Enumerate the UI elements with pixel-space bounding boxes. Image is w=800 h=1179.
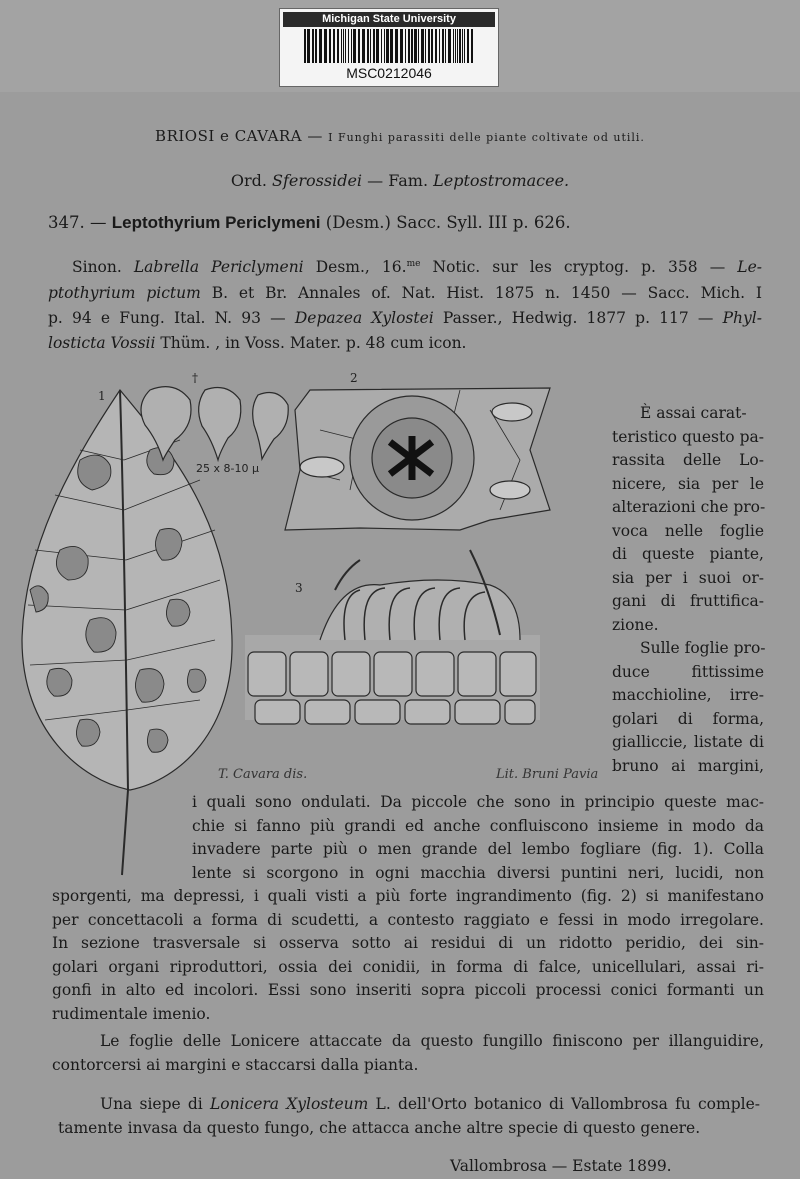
barcode-bar [329,29,331,63]
authors: BRIOSI e CAVARA [155,127,303,145]
barcode-bar [343,29,344,63]
right-column-line: duce fittissime [612,662,764,681]
barcode-bar [390,29,393,63]
barcode-bar [400,29,403,63]
taxonomic-order-line: Ord. Sferossidei — Fam. Leptostromacee. [230,171,570,190]
barcode-number: MSC0212046 [346,65,432,81]
barcode-bar [351,29,352,63]
barcode-bar [358,29,360,63]
barcode-bar [464,29,465,63]
right-column-line: gani di fruttifica- [612,592,764,610]
right-column-line: Sulle foglie pro- [640,639,766,657]
fig1-label: 1 [98,389,106,403]
body-line: Le foglie delle Lonicere attaccate da questo fungillo finiscono per illanguidire, [100,1032,764,1050]
barcode-bar [442,29,444,63]
body-line: gonfi in alto ed incolori. Essi sono inseriti sopra piccoli processi conici formanti un [52,981,764,999]
barcode-bar [471,29,473,63]
barcode-bar [405,29,406,63]
barcode-bar [362,29,365,63]
fig2-label: 2 [350,371,358,385]
body-line: i quali sono ondulati. Da piccole che sono in principio queste mac- [192,793,764,811]
barcode-graphic [304,29,474,63]
barcode-bar [333,29,335,63]
barcode-bar [367,29,369,63]
barcode-bar [428,29,430,63]
barcode-bar [341,29,342,63]
body-line: invadere parte più o men grande del lembo fogliare (fig. 1). Colla [192,840,764,858]
barcode-bar [462,29,463,63]
barcode-bar [315,29,317,63]
synonym-line-1: Sinon. Labrella Periclymeni Desm., 16.$^{me}$ Notic. sur les cryptog. p. 358 — Le- [72,258,762,276]
barcode-bar [337,29,339,63]
body-line: golari organi riproduttori, ossia dei conidii, in forma di falce, unicellulari, assai ri- [52,957,764,976]
barcode-bar [411,29,413,63]
body-line: contorcersi ai margini e staccarsi dalla pianta. [52,1055,419,1074]
barcode-bar [353,29,356,63]
right-column-line: bruno ai margini, [612,756,764,775]
synonym-line-4: losticta Vossii Thüm. , in Voss. Mater. p. 48 cum icon. [48,334,467,352]
barcode-bar [395,29,398,63]
body-line: chie si fanno più grandi ed anche confluiscono insieme in modo da [192,816,764,835]
barcode-bar [376,29,379,63]
fig3-cross-section [245,550,540,724]
barcode-bar [425,29,426,63]
barcode-bar [324,29,327,63]
barcode-bar [319,29,322,63]
right-column-line: alterazioni che pro- [612,498,766,516]
right-column-line: sia per i suoi or- [612,568,764,587]
barcode-bar [448,29,451,63]
species-entry-title [48,213,571,233]
entry-number: 347. — [48,213,107,232]
species-name: Leptothyrium Periclymeni [111,213,321,232]
barcode-bar [467,29,469,63]
right-column-line: nicere, sia per le [612,474,764,493]
body-line: sporgenti, ma depressi, i quali visti a più forte ingrandimento (fig. 2) si manifestano [52,887,764,905]
barcode-bar [312,29,314,63]
last-paragraph-line-1: Una siepe di Lonicera Xylosteum L. dell'Orto botanico di Vallombrosa fu comple- [100,1095,760,1113]
barcode-bar [459,29,461,63]
place-and-date: Vallombrosa — Estate 1899. [450,1157,672,1175]
barcode-bar [304,29,306,63]
right-column-line: di queste piante, [612,545,764,563]
barcode-bar [445,29,446,63]
barcode-bar [418,29,419,63]
conidia-measurement: 25 x 8-10 µ [196,462,259,475]
order-name: Sferossidei [272,171,363,190]
series-header: BRIOSI e CAVARA — I Funghi parassiti delle piante coltivate od utili. [155,127,645,145]
barcode-bar [307,29,310,63]
barcode-bar [421,29,424,63]
right-column-line: macchioline, irre- [612,686,764,704]
barcode-bar [439,29,440,63]
fig-dagger-label: † [192,371,198,385]
right-column-line: golari di forma, [612,709,764,728]
barcode-bar [348,29,349,63]
artist-credit: T. Cavara dis. [218,767,308,782]
lithographer-credit: Lit. Bruni Pavia [496,767,599,782]
barcode-bar [455,29,456,63]
right-column-line: rassita delle Lo- [612,451,764,469]
body-line: rudimentale imenio. [52,1004,211,1023]
barcode-bar [457,29,458,63]
right-column-line: teristico questo pa- [612,427,764,446]
right-column-line: È assai carat- [640,404,747,422]
barcode-bar [373,29,375,63]
barcode-bar [431,29,433,63]
barcode-bar [435,29,437,63]
body-line: lente si scorgono in ogni macchia diversi puntini neri, lucidi, non [192,863,764,882]
right-column-line: zione. [612,615,659,634]
barcode-bar [370,29,371,63]
barcode-bar [381,29,382,63]
body-line: In sezione trasversale si osserva sotto ai residui di un ridotto peridio, dei sin- [52,934,764,952]
barcode-bar [345,29,346,63]
barcode-bar [384,29,385,63]
barcode-bar [408,29,410,63]
series-title: I Funghi parassiti delle piante coltivate od utili. [328,131,645,144]
institution-name: Michigan State University [283,12,495,27]
right-column-line: voca nelle foglie [612,521,764,540]
body-line: per concettacoli a forma di scudetti, a contesto raggiato e fessi in modo irregolare. [52,910,764,929]
fig2-pycnidium-view [285,388,550,530]
synonym-line-2: ptothyrium pictum B. et Br. Annales of. Nat. Hist. 1875 n. 1450 — Sacc. Mich. I [48,284,762,302]
species-authority: (Desm.) Sacc. Syll. III p. 626. [325,213,571,232]
barcode-bar [386,29,389,63]
barcode-bar [453,29,454,63]
specimen-barcode-label [279,8,499,87]
fig-conidia-drawings [141,387,288,460]
last-paragraph-line-2: tamente invasa da questo fungo, che attacca anche altre specie di questo genere. [58,1119,701,1137]
barcode-bar [414,29,417,63]
synonym-line-3: p. 94 e Fung. Ital. N. 93 — Depazea Xylostei Passer., Hedwig. 1877 p. 117 — Phyl- [48,309,762,327]
right-column-line: gialliccie, listate di [612,733,764,751]
fig3-label: 3 [295,581,303,595]
family-name: Leptostromacee. [433,171,570,190]
